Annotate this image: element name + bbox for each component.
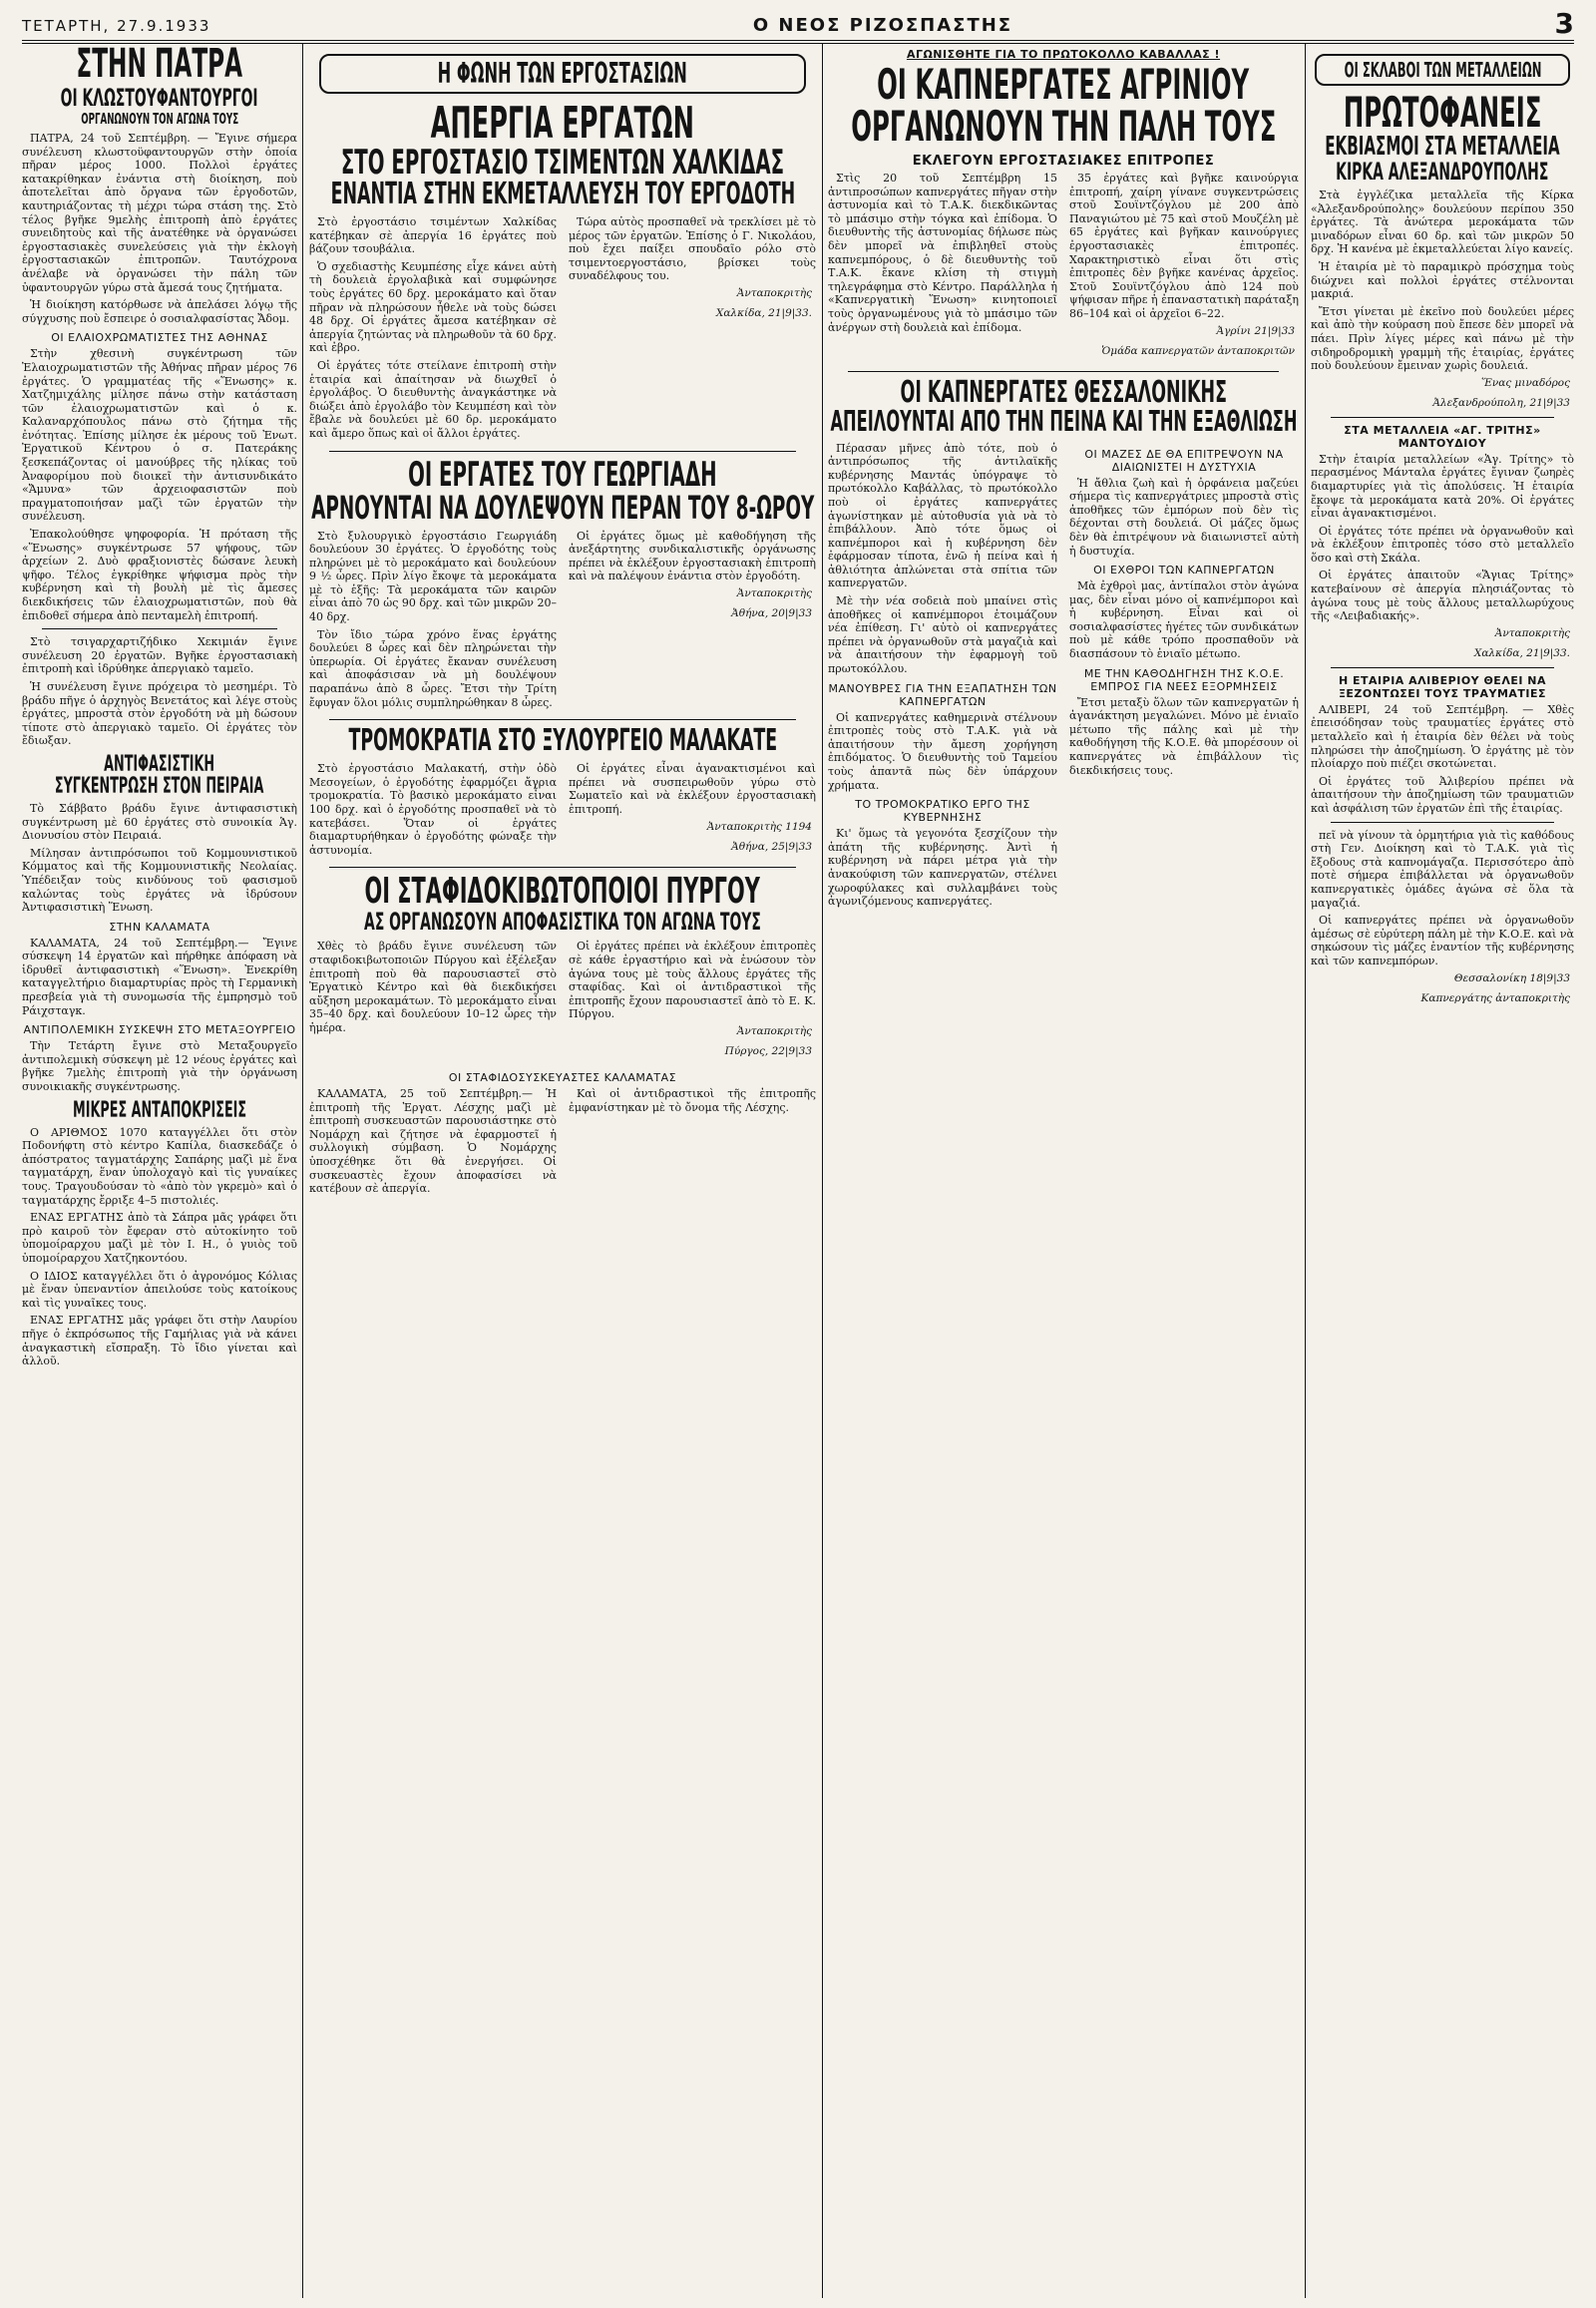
- article-text: πεῖ νὰ γίνουν τὰ ὁρμητήρια γιὰ τὶς καθόδους στὴ Γεν. Διοίκηση καὶ τὸ Τ.Α.Κ. γιὰ τὶς ἔξοδους στὰ καπνομάγαζα. Περισσότερο ἀπὸ ποτὲ σήμερα ἐπιβάλλεται νὰ ὀργανωθοῦν καπνεργατικὲς ὁμάδες ἀγώνα σὲ ὅλα τὰ μαγαζιά.: [1311, 828, 1574, 910]
- article-text: Τὸ Σάββατο βράδυ ἔγινε ἀντιφασιστικὴ συγκέντρωση μὲ 60 ἐργάτες στὸ συνοικία Ἁγ. Διονυσίου στὸν Πειραιά.: [22, 801, 297, 843]
- headline-small-reports: ΜΙΚΡΕΣ ΑΝΤΑΠΟΚΡΙΣΕΙΣ: [72, 1097, 247, 1123]
- article-text: Ἔτσι γίνεται μὲ ἐκεῖνο ποὺ δουλεύει μέρες καὶ ἀπὸ τὴν κούραση ποὺ ἔπεσε δὲν μπορεῖ νὰ πάει. Πρὶν λίγες μέρες καὶ πάνω μὲ τὴν σιδηροδρομικὴ γραμμὴ τῆς ἑταιρίας, ἐργάτες ποὺ δουλεύουν ἔμειναν χωρὶς δουλειά.: [1311, 304, 1574, 373]
- byline: Ἀνταποκριτὴς: [1494, 626, 1570, 639]
- boxed-header-factories: [319, 54, 806, 94]
- article-thessaloniki: [828, 442, 1299, 913]
- divider: [329, 451, 796, 452]
- byline: Ἀνταποκριτὴς: [736, 286, 812, 299]
- article-text: Ἡ συνέλευση ἔγινε πρόχειρα τὸ μεσημέρι. Τὸ βράδυ πῆγε ὁ ἀρχηγὸς Βενετάτος καὶ λέγε στοὺς ἐργάτες, μπροστὰ στὸν ἐργοδότη νὰ μὴ δώσουν τίποτε στὸ ἀπεργιακὸ ταμεῖο. Οἱ ἐργάτες τὸν ἔδιωξαν.: [22, 679, 297, 748]
- section-head-antiwar: ΑΝΤΙΠΟΛΕΜΙΚΗ ΣΥΣΚΕΨΗ ΣΤΟ ΜΕΤΑΞΟΥΡΓΕΙΟ: [23, 1023, 296, 1037]
- article-text: Τώρα αὐτὸς προσπαθεῖ νὰ τρεκλίσει μὲ τὸ μέρος τῶν ἐργατῶν. Ἐπίσης ὁ Γ. Νικολάου, ποὺ ἔχει παίξει σπουδαῖο ρόλο στὸ τσιμεντοεργοστάσιο, βρίσκει τοὺς συναδέλφους του.: [569, 215, 816, 283]
- article-text: ΕΝΑΣ ΕΡΓΑΤΗΣ μᾶς γράφει ὅτι στὴν Λαυρίου πῆγε ὁ ἐκπρόσωπος τῆς Γαμήλιας γιὰ νὰ κάνει ἀναγκαστικὴ εἴσπραξη. Τὸ ἴδιο γίνεται καὶ ἀλλοῦ.: [22, 1314, 297, 1368]
- article-text: Ὁ σχεδιαστὴς Κευμπέσης εἶχε κάνει αὐτὴ τὴ δουλειὰ ἐργολαβικὰ καὶ συμφώνησε τοὺς ἐργάτες 60 δρχ. μεροκάματο καὶ ὅταν πῆραν νὰ πληρώσουν ἦθελε νὰ τοὺς δώσει 48 δρχ. Οἱ ἐργάτες ἄμεσα κατέβηκαν σὲ ἀπεργία ζητώντας νὰ πληρωθοῦν τὰ 60 δρχ. καὶ ἐβρο.: [309, 259, 557, 355]
- masthead: [22, 6, 1574, 44]
- divider: [329, 867, 796, 868]
- column-1: [22, 44, 297, 2298]
- article-agrinio: [828, 172, 1299, 365]
- article-text: ΠΑΤΡΑ, 24 τοῦ Σεπτέμβρη. — Ἔγινε σήμερα συνέλευση κλωστοϋφαντουργῶν στὴν ὁποία πῆραν μέρος 1000. Πολλοὶ ἐργάτες κατακρίθηκαν ἐνάντια στὴ διοίκηση, ποὺ ἀποτελεῖται ἀπὸ ὄργανα τῶν ἐργοδοτῶν, καυτηριάζοντας τὴ μέχρι τώρα στάση της. Στὸ τέλος βγῆκε 9μελὴς ἐπιτροπὴ ἀπὸ ἐργάτες συνειδητοὺς καὶ τῆς ἀνατέθηκε νὰ ὀργανώσει ἐργοστασιακὲς συνελεύσεις γιὰ τὴν ἐκλογὴ ἐργοστασιακῶν ἐπιτροπῶν. Ταυτόχρονα ἀνέλαβε νὰ ὀργανώσει τὴν πάλη τῶν ὑφαντουργῶν γύρω στὰ ἄμεσά τους ζητήματα.: [22, 132, 297, 294]
- boxed-header-mines: [1315, 54, 1570, 86]
- headline-hunger-threat: ΑΠΕΙΛΟΥΝΤΑΙ ΑΠΟ ΤΗΝ ΠΕΙΝΑ ΚΑΙ ΤΗΝ ΕΞΑΘΛΙΩΣΗ: [830, 404, 1297, 438]
- dateline: Θεσσαλονίκη 18|9|33: [1453, 971, 1570, 984]
- headline-organize-struggle: ΑΣ ΟΡΓΑΝΩΣΟΥΝ ΑΠΟΦΑΣΙΣΤΙΚΑ ΤΟΝ ΑΓΩΝΑ ΤΟΥΣ: [364, 908, 761, 937]
- section-head-koe: ΜΕ ΤΗΝ ΚΑΘΟΔΗΓΗΣΗ ΤΗΣ Κ.Ο.Ε. ΕΜΠΡΟΣ ΓΙΑ ΝΕΕΣ ΕΞΟΡΜΗΣΕΙΣ: [1083, 666, 1285, 693]
- subhead-committees: ΕΚΛΕΓΟΥΝ ΕΡΓΟΣΤΑΣΙΑΚΕΣ ΕΠΙΤΡΟΠΕΣ: [912, 154, 1215, 169]
- divider: [1331, 667, 1554, 668]
- box-title: ΟΙ ΣΚΛΑΒΟΙ ΤΩΝ ΜΕΤΑΛΛΕΙΩΝ: [1344, 58, 1541, 82]
- article-text: Ἐπακολούθησε ψηφοφορία. Ἡ πρόταση τῆς «Ἕνωσης» συγκέντρωσε 57 ψήφους, τῶν ἀρχείων 2. Δυὸ φραξιονιστὲς δώσανε λευκὴ ψῆφο. Τέλος ἐγκρίθηκε ψήφισμα πρὸς τὴν κυβέρνηση καὶ τὴ βουλὴ μὲ τὶς ἄμεσες διεκδικήσεις τῶν ἐλαιοχρωματιστῶν, ποὺ θὰ ἐπιδοθεῖ σήμερα ἀπὸ πενταμελὴ ἐπιτροπή.: [22, 528, 297, 622]
- article-text: Οἱ ἐργάτες τότε στείλανε ἐπιτροπὴ στὴν ἑταιρία καὶ ἀπαίτησαν νὰ διωχθεῖ ὁ ἐργολάβος. Ὁ διευθυντὴς ἀναγκάστηκε νὰ διώξει ἀπὸ ἐργολάβο τὸν Κευμπέση καὶ τὸν ἔβαλε νὰ δουλεύει μὲ 60 δρ. μεροκάματο καὶ ἄμερο ὅπως καὶ οἱ ἄλλοι ἐργάτες.: [309, 358, 557, 440]
- dateline: Ἀθήνα, 25|9|33: [731, 840, 812, 853]
- article-text: Πέρασαν μῆνες ἀπὸ τότε, ποὺ ὁ ἀντιπρόσωπος τῆς ἀντιλαϊκῆς κυβέρνησης Μαντάς ὑπόγραψε τὸ πρωτόκολλο Καβάλλας, τὸ πρωτόκολλο ποὺ οἱ ἐργάτες καπνεργάτες ἀγωνίστηκαν μὲ αὐτοθυσία γιὰ νὰ τὸ ἐπιβάλλουν. Ἀπὸ τότε ὅμως οἱ καπνέμποροι καὶ ἡ κυβέρνηση δὲν ἐφάρμοσαν τίποτα, ἐνῶ ἡ πείνα καὶ ἡ ἀθλιότητα ἀπλώνεται στὰ σπίτια τῶν καπνεργατῶν.: [828, 441, 1057, 590]
- column-3: [828, 44, 1299, 2298]
- article-text: Ο ΙΔΙΟΣ καταγγέλλει ὅτι ὁ ἀγρονόμος Κόλιας μὲ ἕναν ὑπεναντίον ἀπειλούσε τοὺς κατοίκους καὶ τὶς γυναῖκες τους.: [22, 1269, 297, 1310]
- byline: Ἀνταποκριτὴς 1194: [706, 820, 812, 833]
- article-georgiadis: [309, 530, 816, 714]
- article-text: Ο ΑΡΙΘΜΟΣ 1070 καταγγέλλει ὅτι στὸν Ποδονήφτη στὸ κέντρο Καπίλα, διασκεδάζε ὁ ἀπόστρατος ταγματάρχης Σαπάρης μαζὶ μὲ ἕνα ταγματάρχη, ἕναν ὑπολοχαγὸ καὶ τὶς γυναίκες τους. Τραγουδούσαν τὸ «ἀπὸ τὸν γκρεμὸ» καὶ ὁ ταγματάρχης ἔρριξε 4–5 πιστολιές.: [22, 1125, 297, 1207]
- divider: [329, 719, 796, 720]
- article-kalamata-packers: [309, 1087, 816, 1200]
- article-text: Οἱ ἐργάτες εἶναι ἀγανακτισμένοι καὶ πρέπει νὰ συσπειρωθοῦν γύρω στὸ Σωματεῖο καὶ νὰ ἐκλέξουν ἐργοστασιακὴ ἐπιτροπή.: [569, 762, 816, 816]
- subhead-organize: ΟΡΓΑΝΩΝΟΥΝ ΤΟΝ ΑΓΩΝΑ ΤΟΥΣ: [81, 110, 238, 128]
- headline-kirka: ΚΙΡΚΑ ΑΛΕΞΑΝΔΡΟΥΠΟΛΗΣ: [1336, 158, 1549, 186]
- article-text: Στὴν ἑταιρία μεταλλείων «Ἁγ. Τρίτης» τὸ περασμένος Μάνταλα ἐργάτες ἔγιναν ζωηρὲς διαμαρτυρίες γιὰ τὶς ἀπολύσεις. Ἡ ἑταιρία ἔκοψε τὰ μεροκάματα κατὰ 20%. Οἱ ἐργάτες εἶναι ἀγανακτισμένοι.: [1311, 452, 1574, 521]
- divider: [1331, 822, 1554, 823]
- page-number: 3: [1554, 7, 1574, 40]
- dateline: Πύργος, 22|9|33: [724, 1044, 812, 1057]
- divider: [848, 371, 1279, 372]
- byline: Ὁμάδα καπνεργατῶν ἀνταποκριτῶν: [1101, 344, 1295, 357]
- dateline: Ἀλεξανδρούπολη, 21|9|33: [1432, 396, 1570, 409]
- column-rule: [822, 44, 823, 2298]
- dateline: Ἀθήνα, 20|9|33: [731, 606, 812, 619]
- column-2: [309, 44, 816, 2298]
- article-text: Ἡ ἑταιρία μὲ τὸ παραμικρὸ πρόσχημα τοὺς διώχνει καὶ πολλοὶ ἐργάτες στέλνονται μακριά.: [1311, 259, 1574, 301]
- byline: Ἀνταποκριτὴς: [736, 586, 812, 599]
- byline: Ἕνας μιναδόρος: [1481, 376, 1570, 389]
- headline-thessaloniki: ΟΙ ΚΑΠΝΕΡΓΑΤΕΣ ΘΕΣΣΑΛΟΝΙΚΗΣ: [900, 374, 1227, 410]
- newspaper-name: Ο ΝΕΟΣ ΡΙΖΟΣΠΑΣΤΗΣ: [752, 15, 1013, 36]
- section-head-painters: ΟΙ ΕΛΑΙΟΧΡΩΜΑΤΙΣΤΕΣ ΤΗΣ ΑΘΗΝΑΣ: [51, 331, 268, 345]
- headline-patra: ΣΤΗΝ ΠΑΤΡΑ: [76, 44, 243, 87]
- headline-terror-malakate: ΤΡΟΜΟΚΡΑΤΙΑ ΣΤΟ ΞΥΛΟΥΡΓΕΙΟ ΜΑΛΑΚΑΤΕ: [348, 723, 777, 759]
- section-head-enemies: ΟΙ ΕΧΘΡΟΙ ΤΩΝ ΚΑΠΝΕΡΓΑΤΩΝ: [1093, 564, 1275, 577]
- headline-antifascist: ΑΝΤΙΦΑΣΙΣΤΙΚΗ: [104, 751, 215, 777]
- article-text: Στὸ ἐργοστάσιο τσιμέντων Χαλκίδας κατέβηκαν σὲ ἀπεργία 16 ἐργάτες ποὺ βάζουν τσουβάλια.: [309, 215, 557, 256]
- article-cement: [309, 215, 816, 445]
- dateline: Ἀγρίνι 21|9|33: [1216, 324, 1295, 337]
- article-text: Στὸ τσιγαρχαρτιζήδικο Χεκιμιάν ἔγινε συνέλευση 20 ἐργατῶν. Βγῆκε ἐργοστασιακὴ ἐπιτροπὴ καὶ ἱδρύθηκε ἀπεργιακὸ ταμεῖο.: [22, 635, 297, 676]
- dateline: Χαλκίδα, 21|9|33.: [715, 306, 812, 319]
- article-text: Στὶς 20 τοῦ Σεπτέμβρη 15 ἀντιπροσώπων καπνεργάτες πῆγαν στὴν ἀστυνομία καὶ τὸ Τ.Α.Κ. διεκδικῶντας τὸ μπάσιμο στὴν τόγκα καὶ ἐπίδομα. Ὁ διευθυντὴς τῆς ἀστυνομίας δήλωσε πὼς δὲν μπορεῖ νὰ ἐπιβληθεῖ στοὺς καπνεμπόρους, ὁ δὲ διευθυντὴς τοῦ Τ.Α.Κ. ἔκανε κλίση τὴ στιγμὴ τηλεγράφημα στὸ Κέντρο. Παράλληλα ἡ «Καπνεργατικὴ Ἕνωση» κινητοποιεῖ τοὺς ὀργανωμένους γιὰ τὸ μπάσιμο τῶν ἀνέργων στὴ δουλειὰ καὶ ἐπίδομα.: [828, 172, 1057, 334]
- issue-date: ΤΕΤΑΡΤΗ, 27.9.1933: [22, 17, 211, 35]
- article-text: Οἱ ἐργάτες τοῦ Ἀλιβερίου πρέπει νὰ ἀπαιτήσουν τὴν ἀποζημίωση τῶν τραυματιῶν καὶ ἀσφάλιση τῶν ἐργατῶν ἐπὶ τῆς ἑταιρίας.: [1311, 774, 1574, 815]
- divider: [42, 628, 277, 629]
- headline-8-hour: ΑΡΝΟΥΝΤΑΙ ΝΑ ΔΟΥΛΕΨΟΥΝ ΠΕΡΑΝ ΤΟΥ 8-ΩΡΟΥ: [310, 488, 815, 527]
- headline-organize-fight: ΟΡΓΑΝΩΝΟΥΝ ΤΗΝ ΠΑΛΗ ΤΟΥΣ: [850, 102, 1277, 151]
- article-text: ΑΛΙΒΕΡΙ, 24 τοῦ Σεπτέμβρη. — Χθὲς ἐπεισόδησαν τοὺς τραυματίες ἐργάτες στὸ μεταλλεῖο καὶ ἡ ἑταιρία δὲν θέλει νὰ τοὺς πληρώσει τὴν ἀποζημίωση. Ὁ ἐργάτης μὲ τὸν πλοίαρχο ποὺ πιέζει σκοτώνεται.: [1311, 702, 1574, 771]
- headline-extortion-mines: ΕΚΒΙΑΣΜΟΙ ΣΤΑ ΜΕΤΑΛΛΕΙΑ: [1325, 132, 1560, 162]
- article-text: Ἡ ἄθλια ζωὴ καὶ ἡ ὀρφάνεια μαζεύει σήμερα τὶς καπνεργάτριες μπροστὰ στὶς ἀποθῆκες τῶν ἐμπόρων ποὺ δὲν τὶς δέχονται στὴ δουλειά. Οἱ μάζες ὅμως δὲν θὰ ἐπιτρέψουν νὰ διαιωνιστεῖ αὐτὴ ἡ δυστυχία.: [1069, 476, 1299, 558]
- article-text: Στὴν χθεσινὴ συγκέντρωση τῶν Ἐλαιοχρωματιστῶν τῆς Ἀθήνας πῆραν μέρος 76 ἐργάτες. Ὁ γραμματέας τῆς «Ἕνωσης» κ. Χατζημιχάλης μίλησε πάνω στὴν κατάσταση τῶν ἐλαιοχρωματιστῶν καὶ ὁ κ. Καλαναρχόπουλος πάνω στὸ ζήτημα τῆς ἐνότητας. Ἐπίσης μίλησε ἐκ μέρους τοῦ Ἐνωτ. Ἐργατικοῦ Κέντρου ὁ σ. Πατεράκης ξεσκεπάζοντας οἱ μανούβρες τῆς ηλίκας τοῦ Ἀναφορίμου ποὺ διοικεῖ τὴν ἀντισυνδικάτο «Ἄμυνα» τῶν ἀρχειοφασιστῶν ποὺ πραγματοποιήσαν μαζὶ τῶν ἐργατῶν τὴν συνέλευση.: [22, 347, 297, 524]
- article-text: Οἱ καπνεργάτες πρέπει νὰ ὀργανωθοῦν ἀμέσως σὲ εὐρύτερη πάλη μὲ τὴν Κ.Ο.Ε. καὶ νὰ σηκώσουν τὶς μάζες ἐναντίον τῆς κυβέρνησης καὶ τῶν καπνεμπόρων.: [1311, 914, 1574, 967]
- section-head-kalamata-packers: ΟΙ ΣΤΑΦΙΔΟΣΥΣΚΕΥΑΣΤΕΣ ΚΑΛΑΜΑΤΑΣ: [448, 1070, 677, 1084]
- article-text: Ἡ διοίκηση κατόρθωσε νὰ ἀπελάσει λόγῳ τῆς σύγχυσης ποὺ ἔσπειρε ὁ σοσιαλφασίστας Ἄδομ.: [22, 298, 297, 325]
- headline-pyrgos-boxmakers: ΟΙ ΣΤΑΦΙΔΟΚΙΒΩΤΟΠΟΙΟΙ ΠΥΡΓΟΥ: [364, 871, 761, 913]
- article-text: Οἱ ἐργάτες ἀπαιτοῦν «Ἅγιας Τρίτης» κατεβαίνουν σὲ ἀπεργία πλησιάζοντας τὸ ἀγώνα τους μὲ τοὺς ἄλλους μεταλλωρύχους τῆς «Λειβαδιακής».: [1311, 569, 1574, 623]
- article-text: Στὰ ἐγγλέζικα μεταλλεῖα τῆς Κίρκα «Ἀλεξανδρούπολης» δουλεύουν περίπου 350 ἐργάτες. Τὰ ἀνώτερα μεροκάματα τῶν μιναδόρων εἶναι 60 δρ. καὶ τῶν μικρῶν 50 δρχ. Ἡ κανένα μὲ ἐκμεταλλεύεται λίγο κανείς.: [1311, 189, 1574, 256]
- article-text: 35 ἐργάτες καὶ βγῆκε καινούργια ἐπιτροπή, χαίρη γίνανε συγκεντρώσεις στοῦ Σουϊντζόγλου μὲ 200 ἀπὸ Παναγιώτου μὲ 75 καὶ στοῦ Μουζέλη μὲ 65 ἐργάτες καὶ βγῆκαν καινούργιες ἐργοστασιακὲς ἐπιτροπές. Χαρακτηριστικὸ εἶναι ὅτι στὶς ἐπιτροπὲς δὲν βγῆκε κανένας ἀρχεῖος. Στοῦ Σουϊντζόγλου ἀπὸ 124 ποὺ ψήφισαν πῆρε ἡ ἐπαναστατικὴ παράταξη 86–104 καὶ οἱ ἀρχεῖοι 6–22.: [1069, 172, 1299, 320]
- article-text: Οἱ ἐργάτες πρέπει νὰ ἐκλέξουν ἐπιτροπὲς σὲ κάθε ἐργαστήριο καὶ νὰ ἑνώσουν τὸν ἀγώνα τους μὲ τοὺς ἄλλους ἐργάτες τῆς σταφίδας. Καὶ οἱ ἀντιδραστικοὶ τῆς ἐπιτροπῆς ἔχουν παρουσιαστεῖ ἀπὸ τὸ Ε. Κ. Πύργου.: [569, 940, 816, 1021]
- section-head-aliveri: Η ΕΤΑΙΡΙΑ ΑΛΙΒΕΡΙΟΥ ΘΕΛΕΙ ΝΑ ΞΕΖΟΝΤΩΣΕΙ ΤΟΥΣ ΤΡΑΥΜΑΤΙΕΣ: [1338, 673, 1547, 700]
- headline-piraeus-rally: ΣΥΓΚΕΝΤΡΩΣΗ ΣΤΟΝ ΠΕΙΡΑΙΑ: [55, 773, 264, 799]
- article-text: Καὶ οἱ ἀντιδραστικοὶ τῆς ἐπιτροπῆς ἐμφανίστηκαν μὲ τὸ ὄνομα τῆς Λέσχης.: [569, 1086, 816, 1114]
- headline-textile-workers: ΟΙ ΚΛΩΣΤΟΥΦΑΝΤΟΥΡΓΟΙ: [61, 84, 258, 112]
- article-text: Στὸ ξυλουργικὸ ἐργοστάσιο Γεωργιάδη δουλεύουν 30 ἐργάτες. Ὁ ἐργοδότης τοὺς πληρώνει μὲ τὸ μεροκάματο καὶ δουλεύουν 9 ½ ὧρες. Πρὶν λίγο ἔκοψε τὰ μεροκάματα μὲ τὸ ἑξῆς: Τὰ μεροκάματα τῶν καιρῶν εἶναι ἀπὸ 70 ὡς 90 δρχ. καὶ τῶν μικρῶν 20–40 δρχ.: [309, 529, 557, 624]
- article-text: Τὸν ἴδιο τώρα χρόνο ἕνας ἐργάτης δουλεύει 8 ὧρες καὶ δὲν πληρώνεται τὴν ὑπερωρία. Οἱ ἐργάτες ἔκαναν συνέλευση καὶ ἀποφάσισαν νὰ μὴ δουλέψουν παραπάνω ἀπὸ 8 ὧρες. Ἔτσι τὴν Τρίτη ἔφυγαν ὅλοι μόλις συμπληρώθηκαν 8 ὧρες.: [309, 627, 557, 709]
- article-text: ΚΑΛΑΜΑΤΑ, 24 τοῦ Σεπτέμβρη.— Ἔγινε σύσκεψη 14 ἐργατῶν καὶ πήρθηκε ἀπόφαση νὰ ἱδρυθεῖ ἀντιφασιστικὴ «Ἕνωση». Ἐνεκρίθη καταγγελτήριο διαμαρτυρίας πρὸς τὴ Γερμανικὴ πρεσβεία γιὰ τὴ συνομωσία τῆς ἐμπρησμὸ τοῦ Ράιχσταγκ.: [22, 936, 297, 1017]
- column-rule: [302, 44, 303, 2298]
- byline: Ἀνταποκριτὴς: [736, 1024, 812, 1037]
- article-text: Μὲ τὴν νέα σοδειὰ ποὺ μπαίνει στὶς ἀποθῆκες οἱ καπνέμποροι ἑτοιμάζουν νέα ἐπίθεση. Γι' αὐτὸ οἱ καπνεργάτες πρέπει νὰ ὀργανωθοῦν στὰ μαγαζιὰ καὶ νὰ ἀπαιτήσουν τὴν ἐφαρμογὴ τοῦ πρωτοκόλλου.: [828, 594, 1057, 676]
- dateline: Χαλκίδα, 21|9|33.: [1473, 646, 1570, 659]
- article-text: Μὰ ἐχθροὶ μας, ἀντίπαλοι στὸν ἀγώνα μας, δὲν εἶναι μόνο οἱ καπνέμποροι καὶ ἡ κυβέρνηση. Εἶναι καὶ οἱ σοσιαλφασίστες ἡγέτες τῶν συνδικάτων ποὺ μὲ κάθε τρόπο προσπαθοῦν νὰ διασπάσουν τὸ ἑνιαῖο μέτωπο.: [1069, 579, 1299, 661]
- article-text: ΕΝΑΣ ΕΡΓΑΤΗΣ ἀπὸ τὰ Σάπρα μᾶς γράφει ὅτι πρὸ καιροῦ τὸν ἔφεραν στὸ αὐτοκίνητο τοῦ ὑπομοίραρχου μαζὶ μὲ τὸν Ι. Η., ὁ γυιὸς τοῦ ὑπομοίραρχου Χατζηκοντόου.: [22, 1211, 297, 1265]
- column-4: [1311, 44, 1574, 2298]
- section-head-masses: ΟΙ ΜΑΖΕΣ ΔΕ ΘΑ ΕΠΙΤΡΕΨΟΥΝ ΝΑ ΔΙΑΙΩΝΙΣΤΕΙ Η ΔΥΣΤΥΧΙΑ: [1084, 447, 1284, 474]
- headline-georgiadis: ΟΙ ΕΡΓΑΤΕΣ ΤΟΥ ΓΕΩΡΓΙΑΔΗ: [408, 454, 717, 495]
- section-head-terror-government: ΤΟ ΤΡΟΜΟΚΡΑΤΙΚΟ ΕΡΓΟ ΤΗΣ ΚΥΒΕΡΝΗΣΗΣ: [855, 798, 1030, 825]
- headline-agrinio: ΟΙ ΚΑΠΝΕΡΓΑΤΕΣ ΑΓΡΙΝΙΟΥ: [877, 60, 1250, 109]
- kicker-protocol: ΑΓΩΝΙΣΘΗΤΕ ΓΙΑ ΤΟ ΠΡΩΤΟΚΟΛΛΟ ΚΑΒΑΛΛΑΣ !: [906, 48, 1221, 61]
- divider: [1331, 417, 1554, 418]
- article-text: Χθὲς τὸ βράδυ ἔγινε συνέλευση τῶν σταφιδοκιβωτοποιῶν Πύργου καὶ ἐξέλεξαν ἐπιτροπὴ ποὺ θὰ παρουσιαστεῖ στὸ Ἐργατικὸ Κέντρο καὶ θὰ διεκδικήσει αὔξηση μεροκαμάτων. Τὸ μεροκάματο εἶναι 35–40 δρχ. καὶ δουλεύουν 10–12 ὧρες τὴν ἡμέρα.: [309, 940, 557, 1034]
- article-pyrgos: [309, 940, 816, 1065]
- article-text: Ἔτσι μεταξὺ ὅλων τῶν καπνεργατῶν ἡ ἀγανάκτηση μεγαλώνει. Μόνο μὲ ἑνιαῖο μέτωπο τῆς πάλης καὶ μὲ τὴν καθοδήγηση τῆς Κ.Ο.Ε. θὰ μπορέσουν οἱ καπνεργάτες νὰ ἐπιβάλλουν τὶς διεκδικήσεις τους.: [1069, 695, 1299, 777]
- headline-exploitation: ΕΝΑΝΤΙΑ ΣΤΗΝ ΕΚΜΕΤΑΛΛΕΥΣΗ ΤΟΥ ΕΡΓΟΔΟΤΗ: [330, 177, 795, 211]
- article-text: Οἱ ἐργάτες ὅμως μὲ καθοδήγηση τῆς ἀνεξάρτητης συνδικαλιστικῆς ὀργάνωσης πρέπει νὰ ἐκλέξουν ἐργοστασιακὴ ἐπιτροπὴ καὶ νὰ παλέψουν ἐνάντια στὸν ἐργοδότη.: [569, 529, 816, 583]
- article-text: Οἱ καπνεργάτες καθημερινὰ στέλνουν ἐπιτροπὲς τοὺς στὸ Τ.Α.Κ. γιὰ νὰ ἀπαιτήσουν τὴν ἄμεση χορήγηση ἐπιδόματος. Ὁ διευθυντὴς τοῦ Ταμείου τοὺς ἀπαντᾶ πὼς δὲν ὑπάρχουν χρήματα.: [828, 710, 1057, 792]
- article-text: Μίλησαν ἀντιπρόσωποι τοῦ Κομμουνιστικοῦ Κόμματος καὶ τῆς Κομμουνιστικῆς Νεολαίας. Ὑπέδειξαν τοὺς κινδύνους τοῦ φασισμοῦ καλώντας τοὺς ἐργάτες νὰ ἱδρύσουν Ἀντιφασιστικὴ Ἕνωση.: [22, 846, 297, 915]
- headline-cement-factory: ΣΤΟ ΕΡΓΟΣΤΑΣΙΟ ΤΣΙΜΕΝΤΩΝ ΧΑΛΚΙΔΑΣ: [340, 143, 785, 183]
- section-head-kalamata: ΣΤΗΝ ΚΑΛΑΜΑΤΑ: [109, 920, 210, 934]
- article-text: Τὴν Τετάρτη ἔγινε στὸ Μεταξουργεῖο ἀντιπολεμικὴ σύσκεψη μὲ 12 νέους ἐργάτες καὶ βγῆκε 7μελὴς ἐπιτροπὴ γιὰ τὴν ὀργάνωση συνοικιακῆς συγκέντρωσης.: [22, 1039, 297, 1094]
- section-head-agia-triti: ΣΤΑ ΜΕΤΑΛΛΕΙΑ «ΑΓ. ΤΡΙΤΗΣ» ΜΑΝΤΟΥΔΙΟΥ: [1344, 423, 1541, 450]
- article-malakate: [309, 762, 816, 861]
- headline-unprecedented: ΠΡΩΤΟΦΑΝΕΙΣ: [1343, 88, 1542, 137]
- article-text: Κι' ὅμως τὰ γεγονότα ξεσχίζουν τὴν ἀπάτη τῆς κυβέρνησης. Ἀντὶ ἡ κυβέρνηση νὰ πάρει μέτρα γιὰ τὴν ἀνακούφιση τῶν καπνεργατῶν, στέλνει χωροφύλακες καὶ συλλαμβάνει τοὺς ἀγωνιζόμενους καπνεργάτες.: [828, 827, 1057, 909]
- article-text: ΚΑΛΑΜΑΤΑ, 25 τοῦ Σεπτέμβρη.— Ἡ ἐπιτροπὴ τῆς Ἐργατ. Λέσχης μαζὶ μὲ ἐπιτροπὴ συσκευαστῶν παρουσιάστηκε στὸ Νομάρχη καὶ ζήτησε νὰ ἐφαρμοστεῖ ἡ συλλογικὴ σύμβαση. Ὁ Νομάρχης ὑποσχέθηκε ὅτι θὰ ἐνεργήσει. Οἱ συσκευαστὲς ἔχουν ἀποφασίσει νὰ κατέβουν σὲ ἀπεργία.: [309, 1086, 557, 1196]
- column-rule: [1305, 44, 1306, 2298]
- section-head-manoeuvres: ΜΑΝΟΥΒΡΕΣ ΓΙΑ ΤΗΝ ΕΞΑΠΑΤΗΣΗ ΤΩΝ ΚΑΠΝΕΡΓΑΤΩΝ: [828, 681, 1057, 708]
- headline-strike: ΑΠΕΡΓΙΑ ΕΡΓΑΤΩΝ: [430, 98, 695, 149]
- byline: Καπνεργάτης ἀνταποκριτὴς: [1420, 991, 1570, 1004]
- article-text: Στὸ ἐργοστάσιο Μαλακατή, στὴν ὁδὸ Μεσογείων, ὁ ἐργοδότης ἐφαρμόζει ἄγρια τρομοκρατία. Τὸ βασικὸ μεροκάματο εἶναι 100 δρχ. καὶ ὁ ἐργοδότης προσπαθεῖ νὰ τὸ κατεβάσει. Ὅταν οἱ ἐργάτες διαμαρτυρήθηκαν ὁ ἐργοδότης φώναξε τὴν ἀστυνομία.: [309, 762, 557, 857]
- box-title: Η ΦΩΝΗ ΤΩΝ ΕΡΓΟΣΤΑΣΙΩΝ: [437, 57, 688, 90]
- article-text: Οἱ ἐργάτες τότε πρέπει νὰ ὀργανωθοῦν καὶ νὰ ἐκλέξουν ἐπιτροπὲς τόσο στὸ μεταλλεῖο ὅσο καὶ στὴ Σκάλα.: [1311, 524, 1574, 565]
